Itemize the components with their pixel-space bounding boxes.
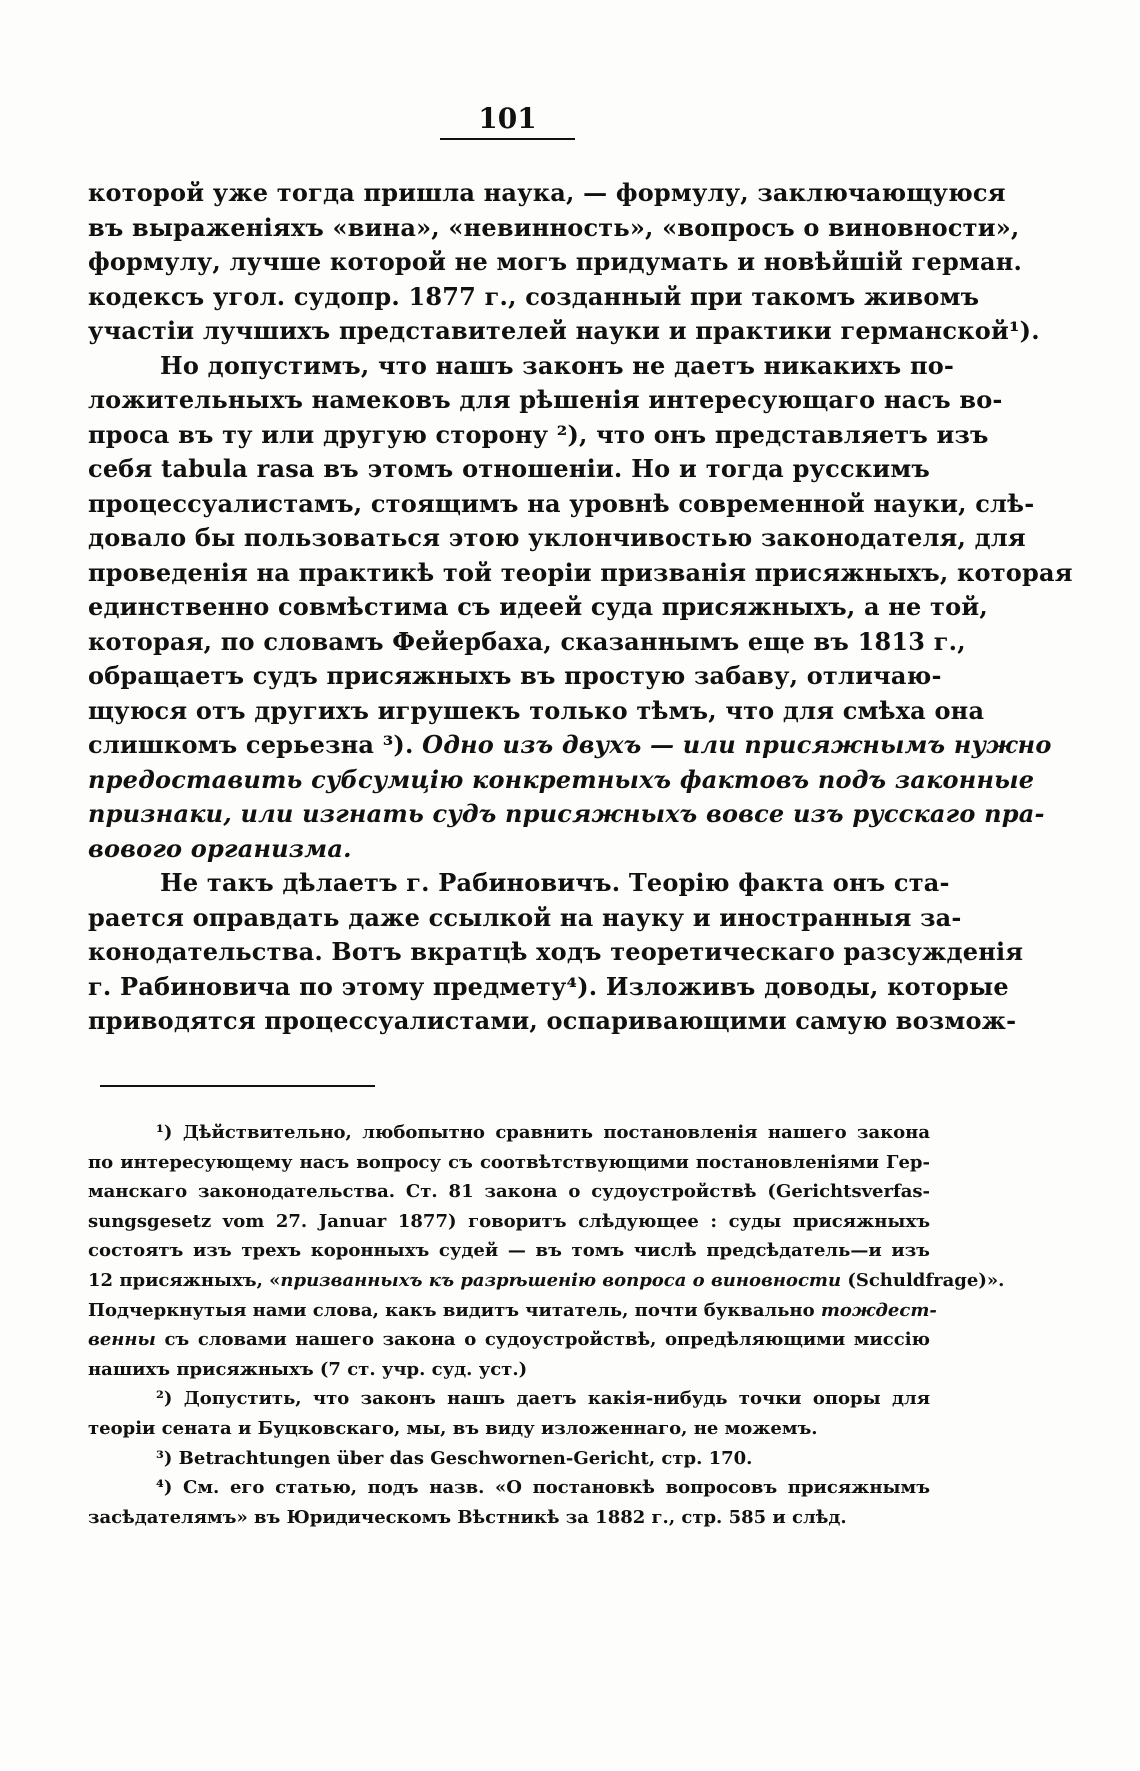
italic-line: признаки, или изгнать судъ присяжныхъ вовсе изъ русскаго пра- bbox=[88, 799, 1045, 828]
text-line: которой уже тогда пришла наука, — формулу, заключающуюся bbox=[88, 178, 1006, 207]
text-line: конодательства. Вотъ вкратцѣ ходъ теоретическаго разсужденія bbox=[88, 937, 1024, 966]
text-line: щуюся отъ другихъ игрушекъ только тѣмъ, что для смѣха она bbox=[88, 695, 985, 725]
text-line: ложительныхъ намековъ для рѣшенія интересующаго насъ во- bbox=[88, 385, 1003, 414]
text-segment: Подчеркнутыя нами слова, какъ видитъ читатель, почти буквально bbox=[88, 1299, 821, 1321]
text-line: рается оправдать даже ссылкой на науку и иностранныя за- bbox=[88, 902, 962, 932]
text-line: процессуалистамъ, стоящимъ на уровнѣ современной науки, слѣ- bbox=[88, 488, 1035, 518]
italic-line: вового организма. bbox=[88, 833, 352, 863]
text-line: себя tabula rasa въ этомъ отношеніи. Но и тогда русскимъ bbox=[88, 454, 930, 483]
text-line: которая, по словамъ Фейербаха, сказаннымъ еще въ 1813 г., bbox=[88, 626, 966, 656]
text-line: въ выраженіяхъ «вина», «невинность», «вопросъ о виновности», bbox=[88, 212, 1020, 242]
text-segment: 12 присяжныхъ, « bbox=[88, 1269, 281, 1291]
text-line: участіи лучшихъ представителей науки и практики германской¹). bbox=[88, 316, 1040, 345]
text-line: г. Рабиновича по этому предмету⁴). Изложивъ доводы, которые bbox=[88, 971, 1009, 1001]
text-line: Но допустимъ, что нашъ законъ не даетъ никакихъ по- bbox=[160, 350, 955, 380]
text-line: проведенія на практикѣ той теоріи призванія присяжныхъ, которая bbox=[88, 557, 1073, 587]
text-line: обращаетъ судъ присяжныхъ въ простую забаву, отличаю- bbox=[88, 661, 942, 690]
text-line: проса въ ту или другую сторону ²), что онъ представляетъ изъ bbox=[88, 419, 989, 449]
footnote-divider bbox=[100, 1085, 375, 1087]
italic-text: Одно изъ двухъ — или присяжнымъ нужно bbox=[422, 730, 1052, 759]
text-line: довало бы пользоваться этою уклончивостью законодателя, для bbox=[88, 523, 1026, 552]
text-line bbox=[88, 728, 1052, 763]
footnote-line: sungsgesetz vom 27. Januar 1877) говоритъ слѣдующее : суды присяжныхъ bbox=[88, 1210, 930, 1232]
footnote-line: засѣдателямъ» въ Юридическомъ Вѣстникѣ за 1882 г., стр. 585 и слѣд. bbox=[88, 1506, 847, 1528]
footnote-line: ²) Допустить, что законъ нашъ даетъ какія-нибудь точки опоры для bbox=[156, 1388, 930, 1410]
text-line: приводятся процессуалистами, оспаривающими самую возмож- bbox=[88, 1006, 1017, 1035]
footnote-line: манскаго законодательства. Ст. 81 закона о судоустройствѣ (Gerichtsverfas- bbox=[88, 1181, 930, 1203]
footnote-line: состоятъ изъ трехъ коронныхъ судей — въ томъ числѣ предсѣдатель—и изъ bbox=[88, 1240, 930, 1262]
footnote-line: ¹) Дѣйствительно, любопытно сравнить постановленія нашего закона bbox=[156, 1122, 930, 1143]
footnote-line: ³) Betrachtungen über das Geschwornen-Gericht, стр. 170. bbox=[156, 1447, 753, 1469]
footnote-line bbox=[88, 1296, 937, 1326]
text-segment: слишкомъ серьезна ³). bbox=[88, 730, 414, 759]
footnote-line: нашихъ присяжныхъ (7 ст. учр. суд. уст.) bbox=[88, 1358, 528, 1380]
text-line: кодексъ угол. судопр. 1877 г., созданный при такомъ живомъ bbox=[88, 281, 980, 311]
text-line: формулу, лучше которой не могъ придумать и новѣйшій герман. bbox=[88, 247, 1023, 276]
footnote-line bbox=[88, 1325, 930, 1355]
page-number: 101 bbox=[440, 104, 575, 140]
footnote-line bbox=[88, 1266, 1005, 1296]
footnote-line: по интересующему насъ вопросу съ соотвѣтствующими постановленіями Гер- bbox=[88, 1151, 930, 1173]
footnotes bbox=[88, 1118, 1005, 1532]
text-line: Не такъ дѣлаетъ г. Рабиновичъ. Теорію факта онъ ста- bbox=[160, 868, 950, 897]
main-text bbox=[88, 176, 1073, 1039]
italic-text: венны bbox=[88, 1329, 156, 1351]
italic-text: призванныхъ къ разрѣшенію вопроса о виновности bbox=[280, 1269, 842, 1291]
italic-line: предоставить субсумцію конкретныхъ фактовъ подъ законные bbox=[88, 764, 1035, 794]
text-segment: (Schuldfrage)». bbox=[841, 1269, 1005, 1291]
text-line: единственно совмѣстима съ идеей суда присяжныхъ, а не той, bbox=[88, 592, 988, 621]
italic-text: тождест- bbox=[820, 1299, 937, 1321]
footnote-line: ⁴) См. его статью, подъ назв. «О постановкѣ вопросовъ присяжнымъ bbox=[156, 1477, 930, 1499]
text-segment: съ словами нашего закона о судоустройствѣ, опредѣляющими миссію bbox=[155, 1329, 930, 1351]
footnote-line: теоріи сената и Буцковскаго, мы, въ виду изложеннаго, не можемъ. bbox=[88, 1417, 818, 1439]
